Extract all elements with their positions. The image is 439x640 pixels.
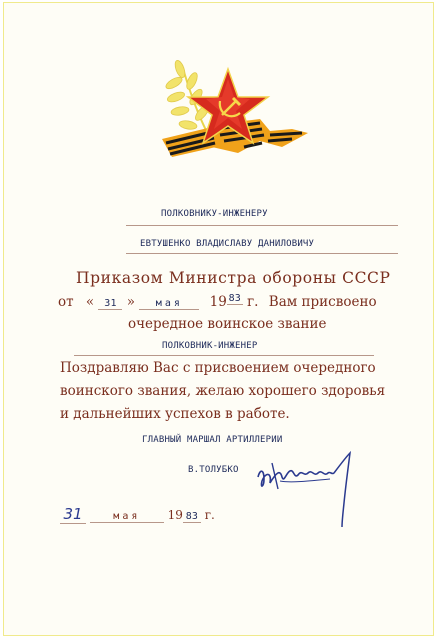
order-year-prefix: 19 — [209, 294, 227, 310]
bottom-year-letter: г. — [204, 508, 215, 522]
addressee-rank-line — [126, 225, 398, 226]
signature-icon — [250, 443, 360, 529]
order-quote-open: « — [85, 294, 95, 310]
order-month: мая — [139, 298, 199, 310]
bottom-year-prefix: 19 — [167, 508, 183, 522]
rank-assigned-line — [74, 355, 374, 356]
order-year-letter: г. — [247, 294, 259, 310]
bottom-year-suffix: 83 — [183, 511, 201, 523]
bottom-day: 31 — [60, 505, 86, 524]
addressee-name: ЕВТУШЕНКО ВЛАДИСЛАВУ ДАНИЛОВИЧУ — [140, 239, 315, 249]
star-emblem-icon — [152, 55, 314, 167]
signatory-name: В.ТОЛУБКО — [188, 465, 239, 475]
congrats-line-3: и дальнейших успехов в работе. — [60, 406, 290, 422]
order-date-line — [58, 293, 377, 310]
order-day: 31 — [98, 298, 122, 310]
congrats-line-1: Поздравляю Вас с присвоением очередного — [60, 360, 376, 376]
order-heading: Приказом Министра обороны СССР — [76, 269, 391, 287]
order-granted: Вам присвоено — [268, 294, 377, 310]
order-quote-close: » — [126, 294, 136, 310]
bottom-date — [60, 505, 215, 524]
order-year-suffix: 83 — [228, 293, 242, 304]
addressee-rank: ПОЛКОВНИКУ-ИНЖЕНЕРУ — [161, 209, 268, 219]
congrats-line-2: воинского звания, желаю хорошего здоровья — [60, 383, 386, 399]
next-rank-text: очередное воинское звание — [128, 316, 327, 332]
addressee-name-line — [126, 253, 398, 254]
bottom-month: мая — [90, 511, 164, 523]
signatory-title: ГЛАВНЫЙ МАРШАЛ АРТИЛЛЕРИИ — [142, 435, 283, 445]
certificate-sheet — [3, 2, 434, 636]
rank-assigned: ПОЛКОВНИК-ИНЖЕНЕР — [162, 341, 258, 351]
order-from-word: от — [58, 294, 74, 310]
